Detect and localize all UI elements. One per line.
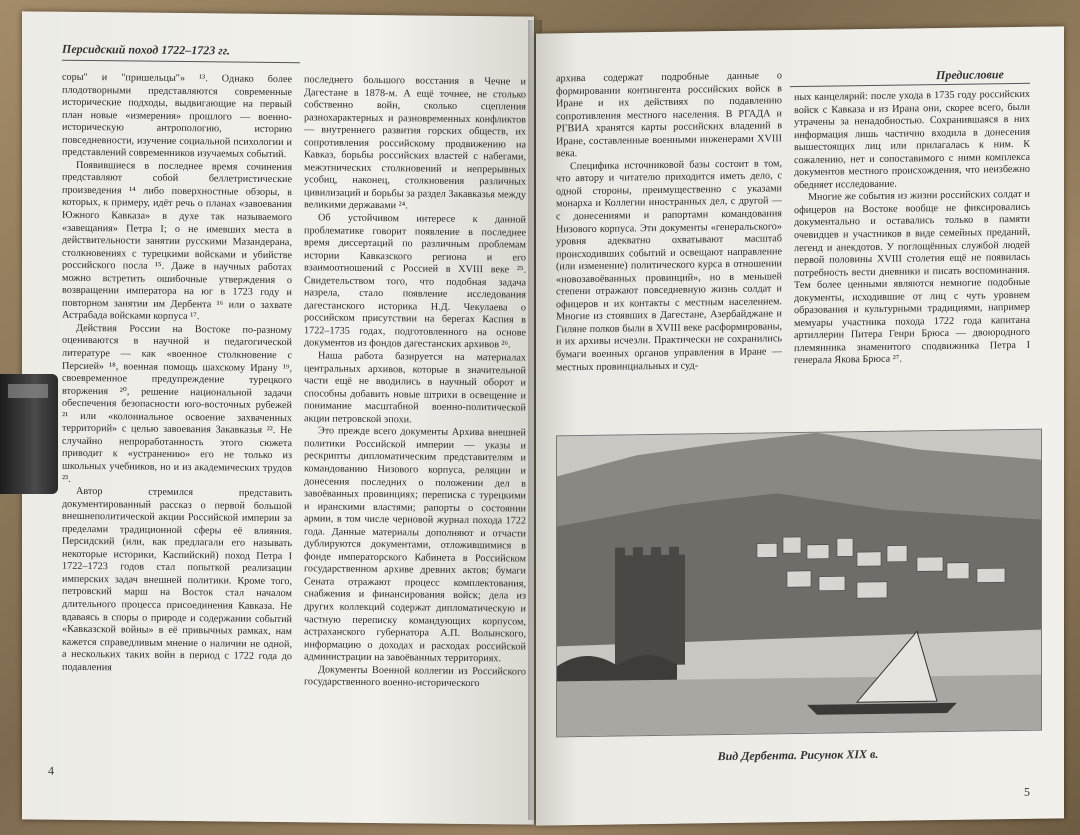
paragraph: ных канцелярий: после ухода в 1735 году российских войск с Кавказа и из Ирана они, скорее всего, были утрачены за ненадобностью. Сохранившаяся в них информация лишь частично входила в донесения вышестоящих лиц или прилагалась к ним. К сожалению, нет и сопоставимого с ними комплекса документов местного происхождения, что неизбежно обедняет исследование. — [794, 88, 1030, 191]
paragraph: Действия России на Востоке по-разному оцениваются в научной и педагогической литературе — как «военное столкновение с Персией» ¹⁸, военная помощь шахскому Ирану ¹⁹, своевременное предупреждение турецкого вторжения ²⁰, решение национальной задачи обеспечения безопасности юго-восточных рубежей ²¹ или «колониальное освоение захваченных территорий» с целью завоевания Закавказья ²². Не случайно непроработанность этого сюжета приводит к «устранению» его не только из школьных учебников, но и из академических трудов ²³. — [62, 322, 292, 485]
right-column-2 — [794, 89, 1030, 368]
left-page — [22, 11, 534, 824]
paragraph: Наша работа базируется на материалах центральных архивов, которые в значительной части ещё не вводились в научный оборот и способны добавить новые штрихи в освещение и понимание масштабной военно-политической акции петровской эпохи. — [304, 350, 526, 426]
engraving-illustration — [557, 430, 1041, 737]
paragraph: Автор стремился представить документированный рассказ о первой большой внешнеполитической акции Российской империи за пределами традиционной сферы её влияния. Персидский (или, как предлагали его называть некоторые историки, Каспийский) поход Петра I 1722–1723 годов стал попыткой реализации имперских задач внешней политики. Кроме того, петровский марш на Восток стал началом длительного процесса присоединения Кавказа. Не вдаваясь в споры о природе и содержании событий «Кавказской войны» в её привычных рамках, нам кажется справедливым мнение о наличии не одной, а нескольких таких войн в период с 1722 года до подавления — [62, 485, 292, 673]
left-column-1 — [62, 72, 292, 677]
paragraph: Об устойчивом интересе к данной проблематике говорит появление в последнее время диссертаций по различным проблемам истории Кавказского региона и его взаимоотношений с Россией в XVIII веке ²⁵. Свидетельством того, что подобная задача назрела, стало появление исследования дагестанского историка Н.Д. Чекулаева о российском присутствии на берегах Каспия в 1722–1735 годах, подготовленного на основе документов из фондов дагестанских архивов ²⁶. — [304, 212, 526, 351]
head-rule-right — [790, 83, 1030, 87]
paragraph: Многие же события из жизни российских солдат и офицеров на Востоке вообще не фиксировались документально и оставались только в памяти очевидцев и участников в виде семейных преданий, легенд и анекдотов. У поглощённых службой людей первой половины XVIII столетия ещё не появилась потребность вести дневники и писать воспоминания. Тем более ценными являются немногие подобные документы, исходившие от лиц с чуть уровнем образования и культурными традициями, например мемуары участника похода 1722 года капитана артиллерии Питера Генри Брюса — двоюродного племянника знаменитого сподвижника Петра I генерала Якова Брюса ²⁷. — [794, 189, 1030, 367]
running-head-left: Персидский поход 1722–1723 гг. — [62, 41, 230, 58]
right-column-1 — [556, 70, 782, 374]
paragraph: соры" и "пришельцы"» ¹³. Однако более плодотворными представляются современные исторические подходы, выдвигающие на первый план новые «измерения» прошлого — военно-историческую антропологию, историю повседневности, изучение социальной психологии и представлений современников изучаемых событий. — [62, 71, 292, 161]
paragraph: архива содержат подробные данные о формировании контингента российских войск в Иране и их действиях по подавлению сопротивления местного населения. В РГАДА и РГВИА хранятся карты российских владений в Иране, составленные военными инженерами XVIII века. — [556, 70, 782, 160]
running-head-right: Предисловие — [936, 67, 1004, 83]
paragraph: Это прежде всего документы Архива внешней политики Российской империи — указы и рескрипты дипломатическим представителям и командованию Низового корпуса, реляции и донесения последних о положении дел в завоёванных провинциях; переписка с турецкими и иранскими властями; рапорты о состоянии армии, в том числе черновой журнал похода 1722 года. Данные материалы дополняют и отчасти дублируются документами, отложившимися в фонде императорского Кабинета в Российском государственном архиве древних актов; бумаги Сената отражают процесс комплектования, снабжения и финансирования войск; дела из других коллекций содержат дипломатическую и частную переписку командующих корпусом, астраханского губернатора А.П. Волынского, информацию о доходах и расходах российской администрации на завоёванных территориях. — [304, 425, 526, 665]
left-column-2 — [304, 74, 526, 691]
figure-caption: Вид Дербента. Рисунок XIX в. — [717, 746, 879, 764]
page-number-left: 4 — [48, 763, 54, 778]
derbent-engraving — [556, 429, 1042, 738]
right-page — [536, 26, 1064, 825]
page-number-right: 5 — [1024, 784, 1030, 799]
paragraph: последнего большого восстания в Чечне и Дагестане в 1878-м. А ещё точнее, не столько собственно войн, сколько сцепления разнохарактерных и разновременных конфликтов — внутреннего развития горских обществ, их сопротивления российскому продвижению на Кавказ, борьбы российских властей с набегами, межэтнических столкновений и непрерывных усобиц, наконец, столкновения различных цивилизаций и борьбы за раздел Закавказья между великими державами ²⁴. — [304, 74, 526, 212]
binder-clip-highlight — [8, 384, 48, 398]
paragraph: Специфика источниковой базы состоит в том, что автору и читателю приходится иметь дело, с одной стороны, преимущественно с указами монарха и Коллегии иностранных дел, с другой — с донесениями и рапортами командования Низового корпуса. Эти документы «генеральского» уровня адекватно охватывают масштаб происходивших событий и освещают направление (или изменение) политического курса в отношении «новозавоёванных провинций», но в меньшей степени отражают повседневную жизнь солдат и офицеров и их контакты с местным населением. Многие из стоявших в Дагестане, Азербайджане и Гиляне полков были в XVIII веке расформированы, и их архивы исчезли. Практически не сохранились бумаги военных органов управления в Иране — местных провинциальных и суд- — [556, 158, 782, 373]
paragraph: Документы Военной коллегии из Российского государственного военно-исторического — [304, 664, 526, 690]
head-rule-left — [62, 60, 300, 63]
paragraph: Появившиеся в последнее время сочинения представляют собой беллетристические произведения ¹⁴ либо поверхностные обзоры, в которых, к примеру, идёт речь о планах «завоевания Южного Кавказа» в духе так называемого «завещания» Петра I; о не имевших места в действительности занятии русскими Мазандерана, столкновениях с турецкими войсками и убийстве российского посла ¹⁵. Даже в научных работах можно встретить ошибочные утверждения о возвращении императора на юг в 1723 году и повторном занятии им Дербента ¹⁶ или о захвате Астрабада войсками корпуса ¹⁷. — [62, 159, 292, 323]
